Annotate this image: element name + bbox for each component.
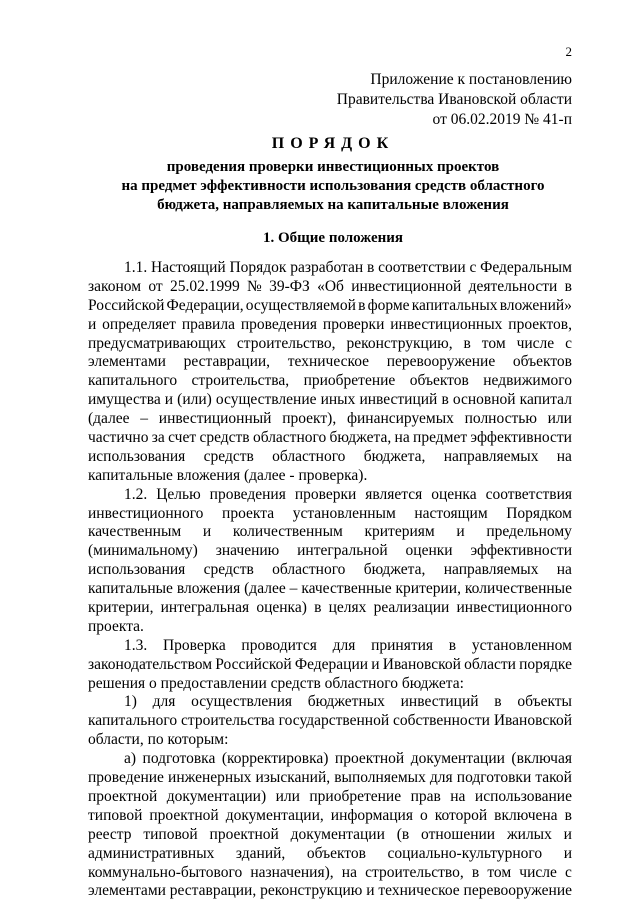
body-word: объектов (512, 353, 572, 371)
body-word: инвестиций (400, 693, 479, 711)
subtitle-line: на предмет эффективности использования средств областного (121, 178, 545, 194)
body-word: Ивановской (382, 655, 461, 673)
body-word: Российской (215, 655, 292, 673)
body-word: для (332, 636, 356, 654)
body-line (88, 448, 572, 467)
body-word: жилых (506, 825, 552, 843)
body-word: качественные (301, 580, 392, 598)
body-word: прав (410, 787, 441, 805)
body-word: социально-культурного (387, 844, 543, 862)
body-word: Порядком (506, 504, 572, 522)
body-word: значению (215, 542, 280, 560)
body-word: законом (88, 277, 142, 295)
body-word: средств (199, 429, 250, 447)
body-word: иных (320, 391, 356, 409)
body-word: подготовки (456, 769, 532, 787)
body-word: (далее (244, 580, 286, 598)
body-word: является (365, 485, 423, 503)
body-line (88, 826, 572, 845)
section-heading: 1. Общие положения (262, 230, 404, 246)
body-line (88, 505, 572, 524)
body-word: Порядок (229, 259, 287, 276)
body-word: или (547, 410, 572, 428)
body-word: – (140, 410, 149, 428)
body-word: критерии, (395, 580, 461, 598)
body-word: проведение (88, 769, 164, 787)
body-word: типовой (88, 806, 143, 824)
body-word: перевооружение (386, 353, 496, 371)
body-word: в (494, 693, 502, 711)
body-word: собственности (393, 712, 490, 730)
body-word: использования (88, 561, 186, 579)
body-word: оценка) (256, 599, 307, 617)
body-word: частично (88, 429, 149, 447)
body-word: капитальные (88, 580, 173, 598)
body-word: Федерации, (166, 296, 244, 314)
body-word: количественным (232, 523, 343, 541)
body-line (88, 372, 572, 391)
body-line (88, 259, 572, 278)
document-subtitle (88, 158, 578, 215)
body-word: которой (434, 806, 488, 824)
body-line (88, 693, 572, 712)
body-word: а) (124, 750, 137, 768)
body-word: проводится (241, 636, 317, 654)
body-word: том (487, 863, 512, 881)
body-word: – (289, 580, 298, 598)
body-word: предмет (413, 429, 468, 447)
body-line (88, 561, 572, 580)
body-word: критерии, (88, 599, 154, 617)
body-word: 1.1. (124, 259, 148, 276)
body-line (88, 637, 572, 656)
body-word: с (565, 334, 572, 352)
body-word: документации (410, 750, 505, 768)
body-line (88, 429, 572, 448)
body-line (88, 335, 572, 354)
body-word: количественные (464, 580, 572, 598)
body-word: реализации (373, 599, 450, 617)
body-word: 1) (124, 693, 137, 711)
body-word: и (563, 844, 572, 862)
body-word: бюджетных (307, 693, 385, 711)
body-word: 25.02.1999 (169, 277, 240, 295)
body-word: и (456, 523, 465, 541)
body-word: документации (290, 825, 385, 843)
body-word: эффективности (470, 429, 572, 447)
body-word: предусматривающих (88, 334, 226, 352)
body-word: и (371, 655, 380, 673)
body-word: соответствии (378, 259, 466, 276)
body-word: эффективности (470, 542, 572, 560)
body-line (88, 391, 572, 410)
body-word: такой (535, 769, 572, 787)
body-word: проектной (209, 825, 279, 843)
subtitle-line: проведения проверки инвестиционных проектов (166, 159, 500, 175)
body-word: Целью (156, 485, 201, 503)
body-word: качественным (88, 523, 182, 541)
body-word: числе (519, 863, 557, 881)
body-word: на (450, 787, 466, 805)
body-word: имущества (88, 391, 161, 409)
appendix-line: от 06.02.2019 № 41-п (432, 111, 572, 128)
body-word: в (448, 636, 457, 654)
body-word: инженерных (168, 769, 252, 787)
body-word: 39-ФЗ (269, 277, 310, 295)
appendix-header (337, 70, 572, 130)
subtitle-line: бюджета, направляемых на капитальные вложения (157, 197, 509, 213)
body-word: реконструкцию (260, 882, 363, 900)
body-word: административных (88, 844, 215, 862)
body-word: бюджета, (363, 447, 426, 465)
body-word: средств (203, 447, 254, 465)
body-word: типовой (143, 825, 198, 843)
body-word: осуществление (215, 391, 317, 409)
body-word: целях (328, 599, 367, 617)
body-word: строительства, (191, 372, 290, 390)
body-line-text: проекта. (88, 617, 144, 635)
body-word: принятия (371, 636, 434, 654)
appendix-line: Правительства Ивановской области (336, 91, 572, 108)
body-word: вложений» (499, 296, 572, 314)
body-word: с (469, 259, 477, 276)
body-word: коммунально-бытового (88, 863, 243, 881)
body-word: реестр (88, 825, 132, 843)
body-word: области (464, 655, 516, 673)
body-word: в (471, 863, 480, 881)
body-line (88, 712, 572, 731)
body-word: приобретение (309, 787, 402, 805)
body-line (88, 845, 572, 864)
body-line (88, 675, 572, 694)
body-line (88, 807, 572, 826)
body-word: и (366, 882, 375, 900)
body-word: законодательством (88, 655, 213, 673)
body-word: областного (272, 447, 346, 465)
page-number: 2 (565, 44, 572, 59)
body-word: порядке (519, 655, 572, 673)
body-word: вложения (176, 580, 241, 598)
body-word: реставрации, (169, 882, 257, 900)
body-word: (или) (177, 391, 212, 409)
body-word: государственной (278, 712, 390, 730)
body-word: капитальных (411, 296, 498, 314)
body-word: изысканий, (255, 769, 331, 787)
body-word: с (565, 863, 572, 881)
body-word: инвестиционного (456, 599, 572, 617)
body-word: Российской (88, 296, 165, 314)
body-word: Федерации (294, 655, 369, 673)
body-word: капитального (88, 372, 178, 390)
body-word: реставрации, (183, 353, 271, 371)
body-word: строительство, (365, 863, 464, 881)
body-word: инвестиционных (390, 315, 503, 333)
body-word: использования (88, 447, 186, 465)
body-word: № (247, 277, 262, 295)
body-word: в (441, 391, 449, 409)
body-word: (корректировка) (221, 750, 329, 768)
body-word: о (419, 806, 428, 824)
body-line (88, 618, 572, 637)
body-word: подготовка (142, 750, 216, 768)
body-word: объекты (517, 693, 572, 711)
body-word: в (314, 599, 322, 617)
body-word: информация (330, 806, 413, 824)
body-word: отношении (421, 825, 496, 843)
body-word: 1.2. (124, 485, 148, 503)
body-line-text: капитальные вложения (далее - проверка). (88, 466, 368, 484)
body-word: полностью (464, 410, 537, 428)
body-word: включена (494, 806, 558, 824)
body-word: в (366, 259, 375, 276)
document-body (88, 259, 572, 901)
body-word: капитального (88, 712, 178, 730)
body-word: на (341, 863, 357, 881)
body-word: областного (252, 429, 327, 447)
body-word: интегральной (297, 542, 388, 560)
body-word: (в (396, 825, 410, 843)
body-line (88, 410, 572, 429)
body-word: недвижимого (483, 372, 572, 390)
body-word: в (564, 277, 572, 295)
body-word: инвестиционного (88, 504, 204, 522)
body-word: деятельности (468, 277, 558, 295)
body-word: предельному (486, 523, 572, 541)
body-line-text: области, по которым: (88, 731, 229, 749)
body-word: проект), (282, 410, 337, 428)
body-word: инвестиций (359, 391, 438, 409)
body-word: основной (452, 391, 516, 409)
body-word: техническое (287, 353, 370, 371)
body-word: критериям (364, 523, 435, 541)
body-line (88, 788, 572, 807)
body-word: установленном (471, 636, 572, 654)
body-word: проверки (294, 485, 357, 503)
body-word: проверки (322, 315, 385, 333)
body-word: Ивановской (493, 712, 572, 730)
body-word: объектов (409, 372, 469, 390)
body-word: оценки (405, 542, 453, 560)
body-word: реконструкцию, (346, 334, 453, 352)
body-word: (включая (511, 750, 572, 768)
body-line (88, 542, 572, 561)
document-title-block (88, 134, 578, 215)
body-line (88, 297, 572, 316)
body-word: счет (168, 429, 197, 447)
body-word: (далее (88, 410, 130, 428)
body-word: бюджета, (329, 429, 392, 447)
body-word: элементами (88, 882, 166, 900)
body-word: настоящим (414, 504, 488, 522)
body-word: Федеральным (480, 259, 572, 276)
body-line (88, 353, 572, 372)
body-word: на (394, 429, 410, 447)
body-word: форме (367, 296, 410, 314)
body-word: в (463, 334, 471, 352)
body-word: назначения), (250, 863, 334, 881)
body-word: инвестиционной (351, 277, 462, 295)
body-word: Проверка (162, 636, 226, 654)
body-word: областного (272, 561, 346, 579)
body-word: проекта (222, 504, 275, 522)
body-word: и (88, 315, 97, 333)
body-word: документации, (225, 806, 324, 824)
body-word: проектной (334, 750, 405, 768)
body-word: перевооружение (463, 882, 572, 900)
body-word: проведения (209, 485, 286, 503)
body-word: числе (516, 334, 555, 352)
body-word: документации) (166, 787, 267, 805)
body-word: приобретение (303, 372, 396, 390)
body-word: строительство, (236, 334, 336, 352)
body-word: оценка (431, 485, 477, 503)
body-word: правила (181, 315, 235, 333)
body-word: 1.3. (124, 636, 148, 654)
body-word: определяет (102, 315, 176, 333)
body-word: и (164, 391, 174, 409)
body-word: или (275, 787, 300, 805)
document-title: ПОРЯДОК (271, 135, 395, 152)
body-word: средств (203, 561, 254, 579)
body-word: соответствия (485, 485, 572, 503)
body-word: зданий, (235, 844, 286, 862)
body-word: бюджета, (363, 561, 426, 579)
body-word: от (148, 277, 163, 295)
body-word: интегральная (160, 599, 250, 617)
body-word: и (563, 825, 572, 843)
body-line (88, 731, 572, 750)
body-word: и (202, 523, 212, 541)
body-line (88, 486, 572, 505)
body-word: проектной (149, 806, 219, 824)
body-line (88, 882, 572, 901)
body-word: за (151, 429, 165, 447)
body-word: направляемых (443, 561, 539, 579)
body-word: проведения (240, 315, 318, 333)
body-line (88, 599, 572, 618)
body-word: техническое (378, 882, 460, 900)
body-line-text: решения о предоставлении средств областного бюджета: (88, 674, 464, 692)
body-word: осуществляемой (245, 296, 356, 314)
body-word: для (429, 769, 453, 787)
body-word: финансируемых (346, 410, 454, 428)
body-word: (минимальному) (88, 542, 198, 560)
body-word: строительства (181, 712, 275, 730)
body-word: направляемых (443, 447, 539, 465)
body-word: выполняемых (334, 769, 426, 787)
body-word: элементами (88, 353, 166, 371)
body-line (88, 316, 572, 335)
body-word: проектов, (508, 315, 572, 333)
body-word: том (481, 334, 506, 352)
body-word: инвестиционный (158, 410, 272, 428)
body-word: использование (474, 787, 572, 805)
body-line (88, 864, 572, 883)
body-word: осуществления (191, 693, 292, 711)
body-word: проектной (88, 787, 158, 805)
body-word: объектов (306, 844, 366, 862)
body-line (88, 523, 572, 542)
body-line (88, 467, 572, 486)
body-word: установленным (292, 504, 396, 522)
body-word: на (556, 447, 572, 465)
body-word: «Об (317, 277, 344, 295)
body-line (88, 278, 572, 297)
body-word: в (358, 296, 366, 314)
body-line (88, 580, 572, 599)
body-word: на (556, 561, 572, 579)
appendix-line: Приложение к постановлению (370, 71, 572, 88)
body-word: капитал (519, 391, 572, 409)
body-word: разработан (290, 259, 364, 276)
body-line (88, 750, 572, 769)
body-line (88, 769, 572, 788)
body-word: в (564, 806, 572, 824)
body-word: для (152, 693, 176, 711)
body-word: Настоящий (151, 259, 226, 276)
body-line (88, 656, 572, 675)
